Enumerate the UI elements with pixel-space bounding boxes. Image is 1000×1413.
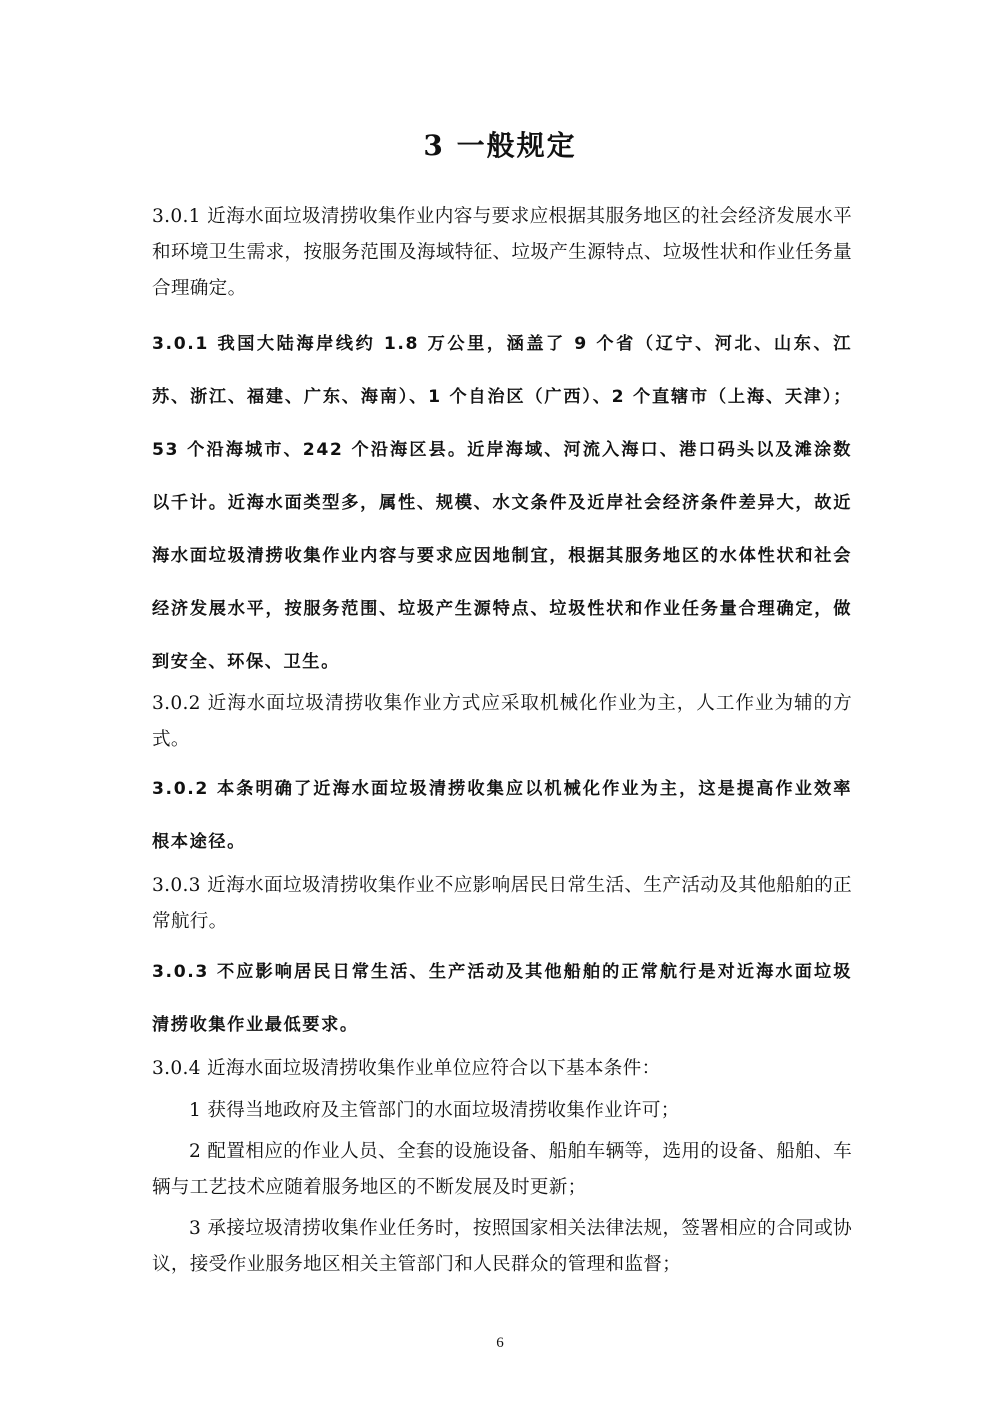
clause-3-0-1: 3.0.1 近海水面垃圾清捞收集作业内容与要求应根据其服务地区的社会经济发展水平和环境卫生需求，按服务范围及海域特征、垃圾产生源特点、垃圾性状和作业任务量合理确定。 — [152, 206, 852, 299]
list-item-2: 2 配置相应的作业人员、全套的设施设备、船舶车辆等，选用的设备、船舶、车辆与工艺技术应随着服务地区的不断发展及时更新； — [152, 1141, 852, 1198]
page-number: 6 — [496, 1335, 504, 1351]
clause-3-0-3: 3.0.3 近海水面垃圾清捞收集作业不应影响居民日常生活、生产活动及其他船舶的正常航行。 — [152, 875, 852, 932]
clause-3-0-2: 3.0.2 近海水面垃圾清捞收集作业方式应采取机械化作业为主，人工作业为辅的方式。 — [152, 693, 852, 750]
clause-3-0-4: 3.0.4 近海水面垃圾清捞收集作业单位应符合以下基本条件： — [152, 1058, 661, 1079]
list-item-1: 1 获得当地政府及主管部门的水面垃圾清捞收集作业许可； — [189, 1100, 680, 1121]
list-item-3: 3 承接垃圾清捞收集作业任务时，按照国家相关法律法规，签署相应的合同或协议，接受作业服务地区相关主管部门和人民群众的管理和监督； — [152, 1218, 852, 1275]
explanation-3-0-2: 3.0.2 本条明确了近海水面垃圾清捞收集应以机械化作业为主，这是提高作业效率根本途径。 — [152, 779, 852, 852]
explanation-3-0-1: 3.0.1 我国大陆海岸线约 1.8 万公里，涵盖了 9 个省（辽宁、河北、山东、江苏、浙江、福建、广东、海南）、1 个自治区（广西）、2 个直辖市（上海、天津）；53 个沿海城市、242 个沿海区县。近岸海域、河流入海口、港口码头以及滩涂数以千计。近海水面类型多，属性、规模、水文条件及近岸社会经济条件差异大，故近海水面垃圾清捞收集作业内容与要求应因地制宜，根据其服务地区的水体性状和社会经济发展水平，按服务范围、垃圾产生源特点、垃圾性状和作业任务量合理确定，做到安全、环保、卫生。 — [152, 334, 852, 672]
page-title: 3 一般规定 — [423, 129, 577, 162]
explanation-3-0-3: 3.0.3 不应影响居民日常生活、生产活动及其他船舶的正常航行是对近海水面垃圾清捞收集作业最低要求。 — [152, 962, 852, 1035]
